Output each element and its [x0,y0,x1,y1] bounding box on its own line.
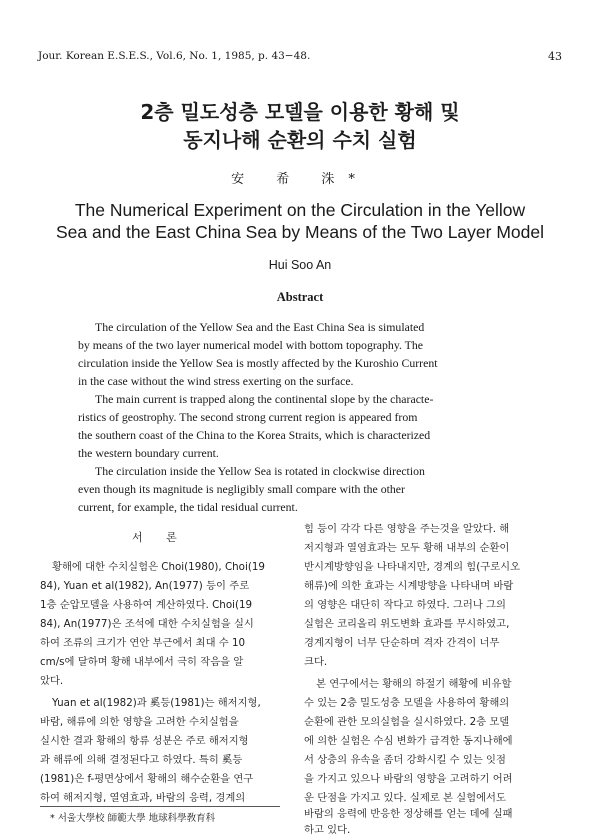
abstract-line: The circulation inside the Yellow Sea is rotated in clockwise direction [95,464,425,478]
abstract-line: even though its magnitude is negligibly small compare with the other [78,482,405,496]
left-column-line: 1층 순압모델을 사용하여 계산하였다. Choi(19 [40,599,253,611]
abstract-heading: Abstract [276,290,324,304]
left-column-line: Yuan et al(1982)과 奚등(1981)는 해저지형, [52,697,261,709]
left-column-line: 과 해류에 의해 결정된다고 하였다. 특히 奚등 [40,754,243,766]
abstract-line: by means of the two layer numerical model with bottom topography. The [78,338,423,352]
korean-title-line-2: 동지나해 순환의 수치 실험 [183,128,417,152]
right-column-line: 수 있는 2층 밀도성층 모델을 사용하여 황해의 [304,697,510,709]
left-column-line: 하여 해저지형, 열염효과, 바람의 응력, 경계의 [40,792,246,804]
right-column-line: 을 가지고 있으나 바람의 영향을 고려하기 어려 [304,773,513,785]
right-column-line: 운 단점을 가지고 있다. 실제로 본 실험에서도 [304,792,506,804]
right-column-line: 순환에 관한 모의실험을 실시하였다. 2층 모델 [304,716,510,728]
abstract-line: circulation inside the Yellow Sea is mostly affected by the Kuroshio Current [78,356,438,370]
abstract-line: ristics of geostrophy. The second strong current region is appeared from [78,410,418,424]
abstract-line: the southern coast of the China to the Korea Straits, which is characterized [78,428,431,442]
page-number: 43 [548,50,562,63]
korean-author: 安 希 洙* [231,172,369,187]
running-header [38,50,562,66]
right-column-line: 힘 등이 각각 다른 영향을 주는것을 알았다. 해 [304,523,510,535]
footnote-divider [40,806,280,807]
left-column-line: 실시한 결과 황해의 항류 성분은 주로 해저지형 [40,735,249,747]
left-column-line: 하여 조류의 크기가 연안 부근에서 최대 수 10 [40,637,246,649]
journal-citation: Jour. Korean E.S.E.S., Vol.6, No. 1, 1985, p. 43−48. [38,50,311,62]
right-column-line: 반시계방향임을 나타내지만, 경계의 힘(구로시오 [304,561,521,573]
author-affiliation-footnote: * 서울大學校 師範大學 地球科學敎育科 [50,813,216,824]
english-title-line-2: Sea and the East China Sea by Means of the Two Layer Model [55,222,545,242]
english-author: Hui Soo An [268,258,332,272]
left-column-line: 84), An(1977)은 조석에 대한 수치실험을 실시 [40,618,254,630]
left-column-line: 았다. [40,675,64,687]
english-title-line-1: The Numerical Experiment on the Circulation in the Yellow [74,200,526,220]
right-column-line: 본 연구에서는 황해의 하절기 해황에 비유할 [316,678,512,690]
section-heading-introduction: 서 론 [132,531,187,544]
right-column-line: 하고 있다. [304,824,351,836]
right-column-line: 서 상층의 유속을 좀더 강화시킬 수 있는 잇점 [304,754,506,766]
left-column-line: (1981)은 f-평면상에서 황해의 해수순환을 연구 [40,773,254,785]
right-column-line: 실험은 코리올리 위도변화 효과를 무시하였고, [304,618,510,630]
right-column-line: 의 영향은 대단히 작다고 하였다. 그러나 그의 [304,599,506,611]
abstract-line: in the case without the wind stress exerting on the surface. [78,374,354,388]
abstract-line: The circulation of the Yellow Sea and the East China Sea is simulated [95,320,425,334]
left-column-line: 바람, 해류에 의한 영향을 고려한 수치실험을 [40,716,239,728]
right-column-line: 에 의한 실험은 수심 변화가 급격한 동지나해에 [304,735,513,747]
right-column-line: 경계지형이 너무 단순하며 격자 간격이 너무 [304,637,500,649]
left-column-line: 황해에 대한 수치실험은 Choi(1980), Choi(19 [52,561,265,573]
right-column-line: 해류)에 의한 효과는 시계방향을 나타내며 바람 [304,580,514,592]
left-column-line: 84), Yuan et al(1982), An(1977) 등이 주로 [40,580,250,592]
right-column-line: 저지형과 열염효과는 모두 황해 내부의 순환이 [304,542,510,554]
korean-title-line-1: 2층 밀도성층 모델을 이용한 황해 및 [140,100,460,124]
right-column-line: 크다. [304,656,328,668]
left-column-line: cm/s에 달하며 황해 내부에서 극히 작음을 알 [40,656,244,668]
abstract-line: current, for example, the tidal residual current. [78,500,298,514]
abstract-line: The main current is trapped along the continental slope by the characte- [95,392,434,406]
right-column-line: 바람의 응력에 반응한 정상해를 얻는 데에 실패 [304,808,513,820]
abstract-line: the western boundary current. [78,446,219,460]
